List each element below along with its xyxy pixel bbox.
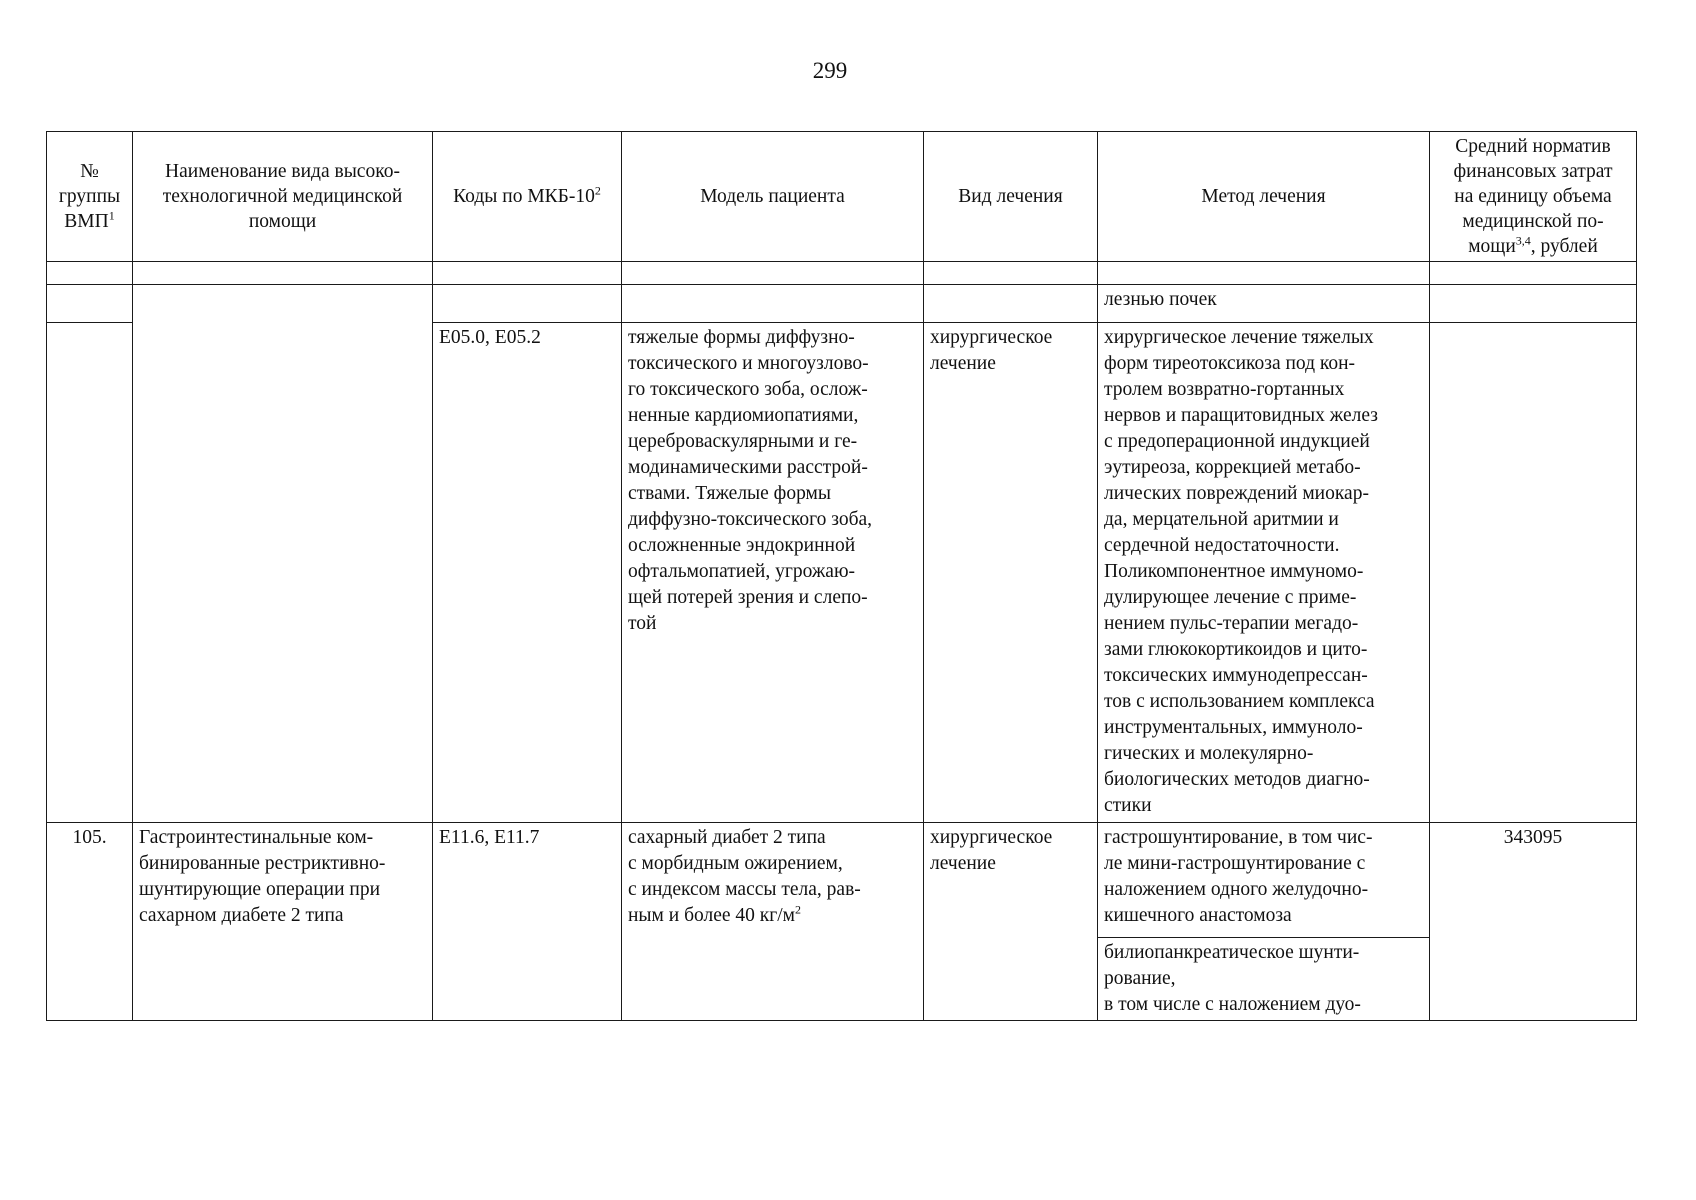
patient-model-cell: сахарный диабет 2 типа с морбидным ожирением, с индексом массы тела, рав- ным и более 40 $кг/м^2$ (622, 823, 924, 1021)
header-average-cost: Средний норматив финансовых затрат на единицу объема медицинской по- мощи$^{3,4}$, рублей (1430, 132, 1637, 262)
spacer-row (47, 262, 1637, 285)
treatment-type-cell: хирургическое лечение (924, 323, 1098, 823)
vmp-table (46, 131, 1637, 1021)
table-row (47, 323, 1637, 823)
icd-codes-cell: E11.6, E11.7 (433, 823, 622, 1021)
treatment-type-cell: хирургическое лечение (924, 823, 1098, 1021)
care-type-name-cell: Гастроинтестинальные ком- бинированные рестриктивно- шунтирующие операции при сахарном диабете 2 типа (133, 823, 433, 1021)
method-cell: билиопанкреатическое шунти- рование, в том числе с наложением дуо- (1098, 938, 1430, 1021)
average-cost-cell: 343095 (1430, 823, 1637, 1021)
header-treatment-type: Вид лечения (924, 132, 1098, 262)
method-cell: лезнью почек (1098, 285, 1430, 323)
table-row (47, 285, 1637, 323)
table-row (47, 823, 1637, 938)
method-cell: гастрошунтирование, в том чис- ле мини-гастрошунтирование с наложением одного желудочно- кишечного анастомоза (1098, 823, 1430, 938)
header-row (47, 132, 1637, 262)
header-patient-model: Модель пациента (622, 132, 924, 262)
header-treatment-method: Метод лечения (1098, 132, 1430, 262)
page-number: 299 (812, 58, 848, 83)
method-cell: хирургическое лечение тяжелых форм тиреотоксикоза под кон- тролем возвратно-гортанных нервов и паращитовидных желез с предоперационной индукцией эутиреоза, коррекцией метабо- лических повреждений миокар- да, мерцательной аритмии и сердечной недостаточности. Поликомпонентное иммуномо- дулирующее лечение с приме- нением пульс-терапии мегадо- зами глюкокортикоидов и цито- токсических иммунодепрессан- тов с использованием комплекса инструментальных, иммуноло- гических и молекулярно- биологических методов диагно- стики (1098, 323, 1430, 823)
group-number-cell: 105. (47, 823, 133, 1021)
header-icd-codes: Коды по МКБ-$10^2$ (433, 132, 622, 262)
header-group-number: № группы ВМП$^1$ (47, 132, 133, 262)
patient-model-cell: тяжелые формы диффузно- токсического и многоузлово- го токсического зоба, ослож- ненные кардиомиопатиями, цереброваскулярными и ге- модинамическими расстрой- ствами. Тяжелые формы диффузно-токсического зоба, осложненные эндокринной офтальмопатией, угрожаю- щей потерей зрения и слепо- той (622, 323, 924, 823)
header-care-type-name: Наименование вида высоко- технологичной медицинской помощи (133, 132, 433, 262)
icd-codes-cell: E05.0, E05.2 (433, 323, 622, 823)
